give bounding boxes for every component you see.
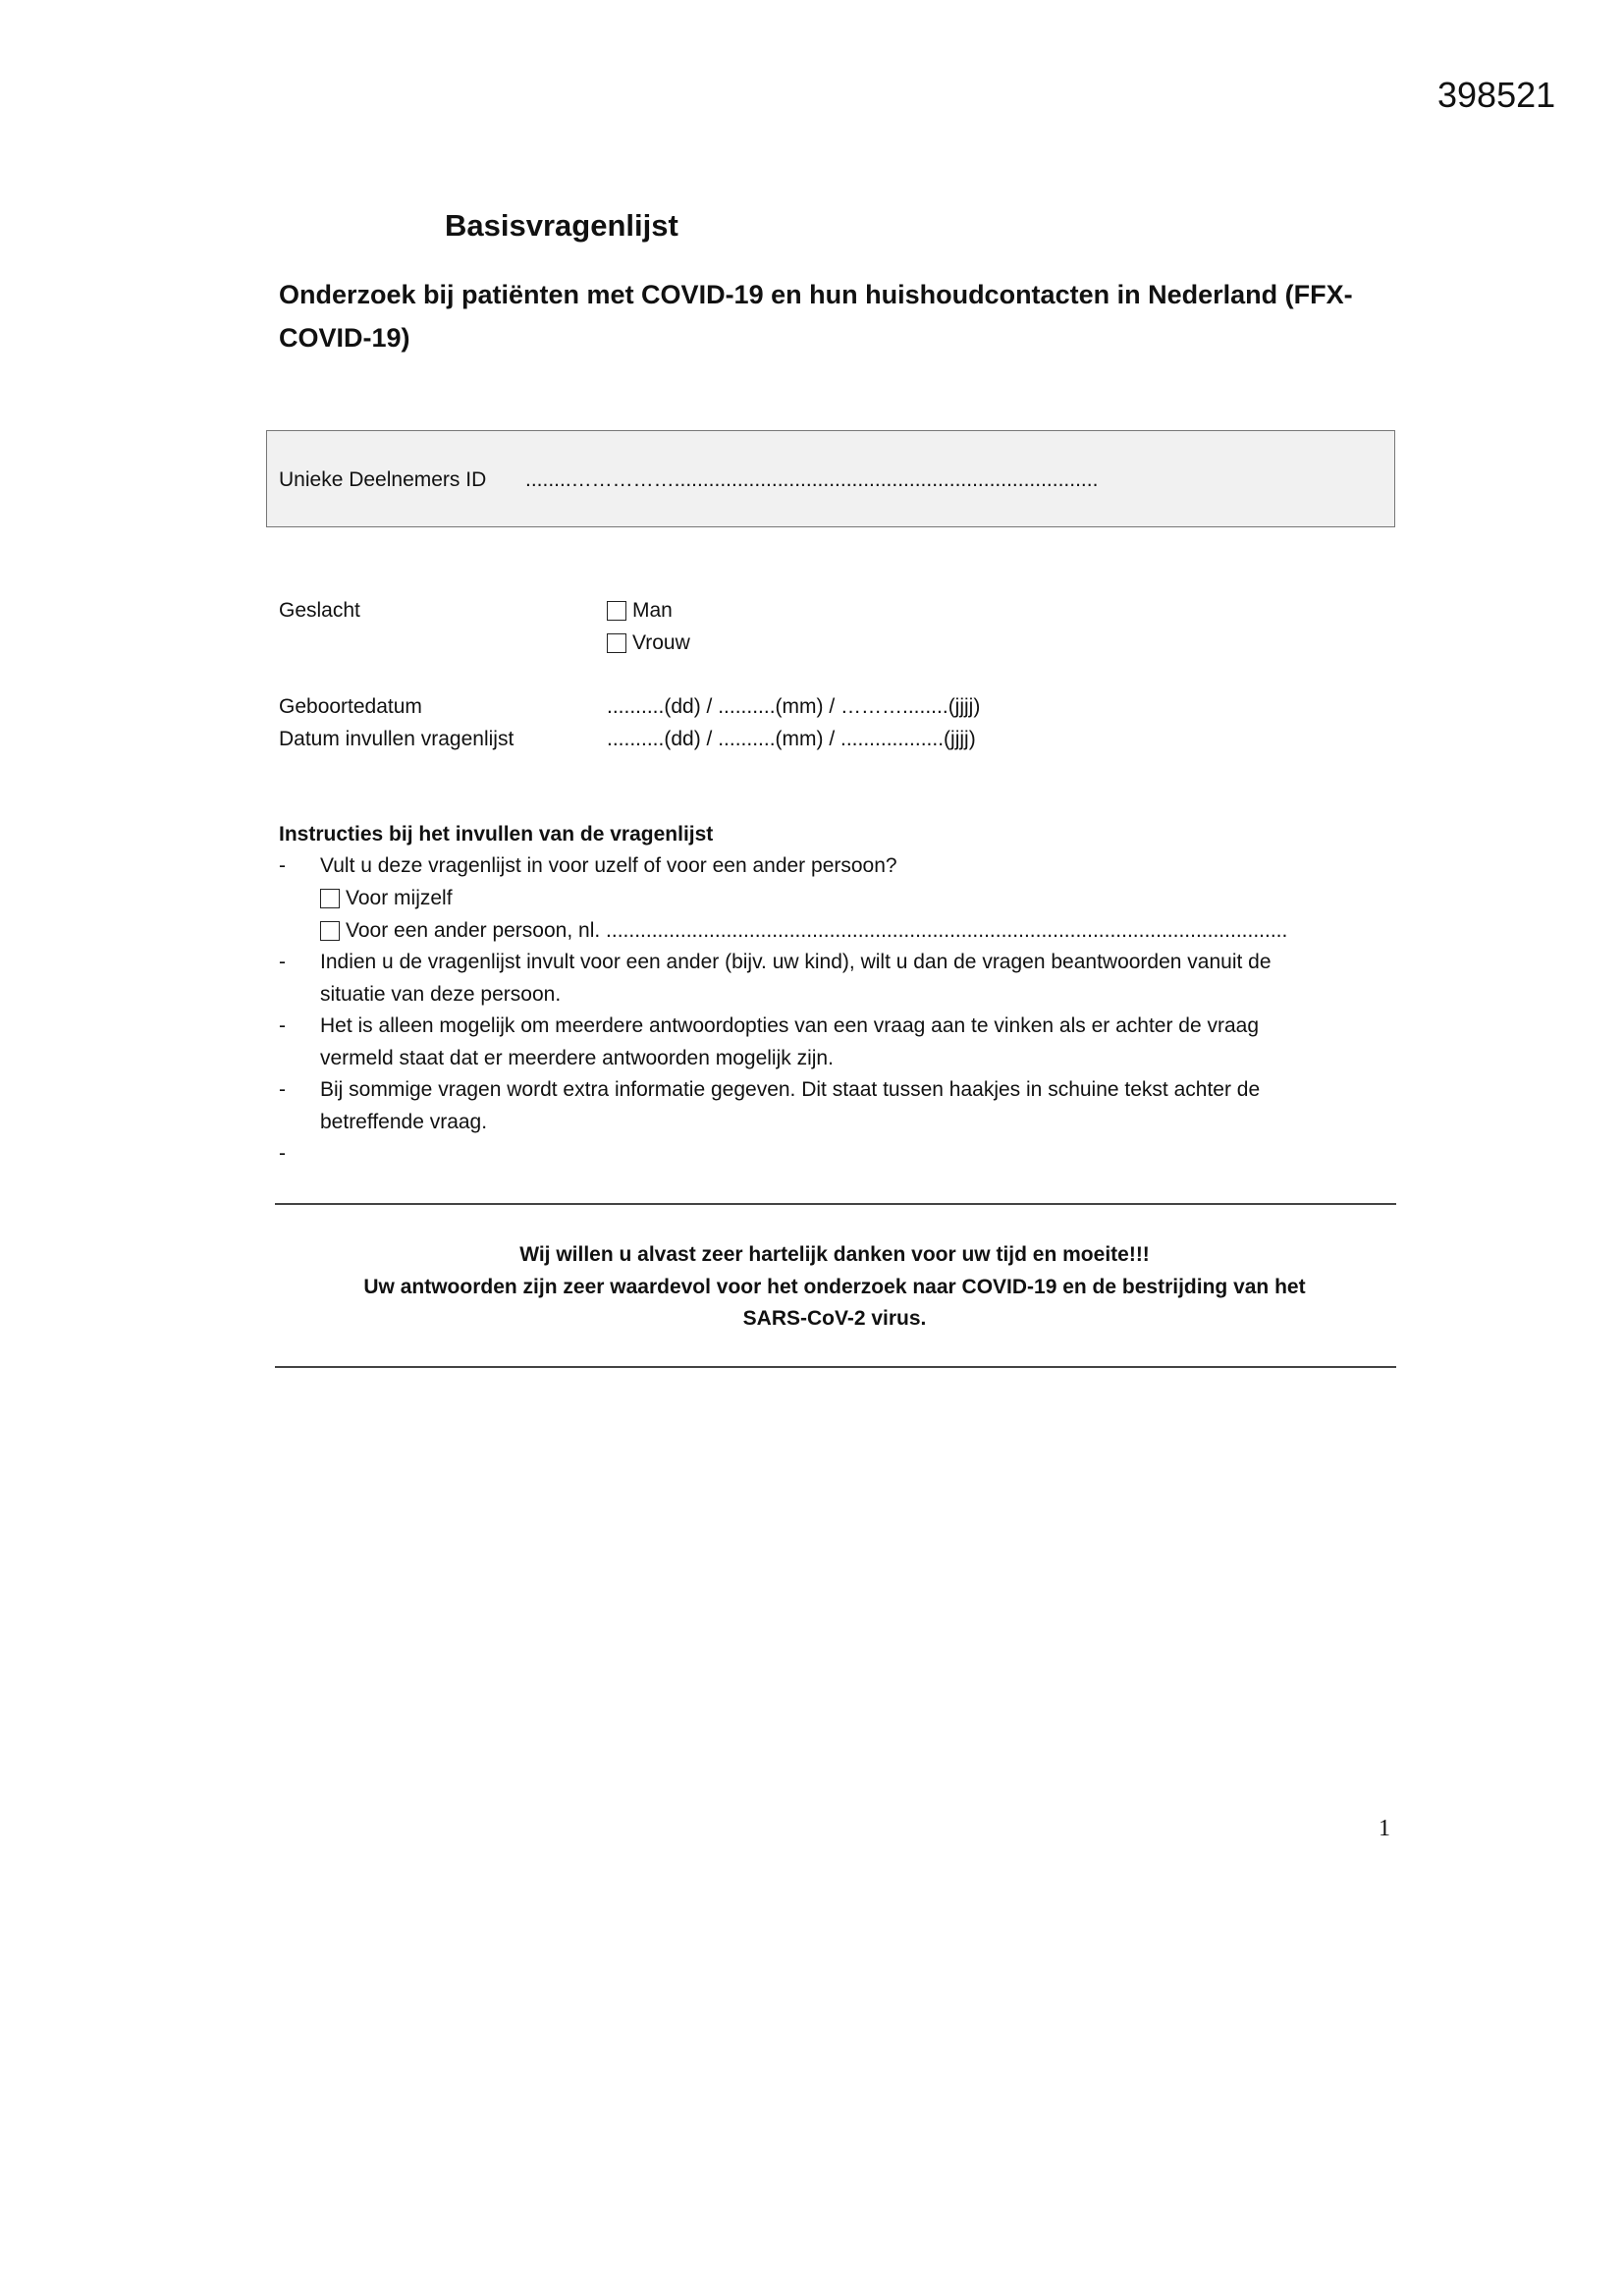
page-number: 1 — [1379, 1816, 1390, 1841]
option-voor-mijzelf[interactable] — [320, 887, 453, 910]
participant-id-field[interactable]: ........…………….......................................................................... — [525, 468, 1099, 491]
bullet-dash-empty: - — [279, 1142, 286, 1165]
divider-top — [275, 1203, 1396, 1205]
gender-option-vrouw[interactable] — [607, 631, 690, 655]
gender-vrouw-label: Vrouw — [632, 631, 690, 654]
thanks-line-2: Uw antwoorden zijn zeer waardevol voor het onderzoek naar COVID-19 en de bestrijding van het — [363, 1275, 1306, 1298]
instruction-bullet-4 — [320, 1074, 1420, 1138]
instruction-bullet-2-line-2: situatie van deze persoon. — [320, 982, 562, 1006]
bullet-dash: - — [279, 854, 286, 877]
fill-date-label: Datum invullen vragenlijst — [279, 728, 514, 750]
instruction-bullet-4-line-1: Bij sommige vragen wordt extra informatie gegeven. Dit staat tussen haakjes in schuine tekst achter de — [320, 1078, 1261, 1101]
instruction-bullet-3-line-1: Het is alleen mogelijk om meerdere antwoordopties van een vraag aan te vinken als er achter de vraag — [320, 1014, 1260, 1037]
participant-id-label: Unieke Deelnemers ID — [279, 468, 487, 491]
birth-date-field[interactable]: ..........(dd) / ..........(mm) / ………........(jjjj) — [607, 695, 981, 718]
thank-you-message — [275, 1239, 1394, 1336]
gender-vrouw-checkbox[interactable] — [607, 633, 626, 653]
voor-mijzelf-label: Voor mijzelf — [346, 887, 453, 909]
bullet-dash: - — [279, 951, 286, 973]
divider-bottom — [275, 1366, 1396, 1368]
voor-ander-persoon-checkbox[interactable] — [320, 921, 340, 941]
gender-label: Geslacht — [279, 599, 360, 622]
instruction-bullet-4-line-2: betreffende vraag. — [320, 1110, 488, 1133]
gender-option-man[interactable] — [607, 599, 673, 623]
gender-man-checkbox[interactable] — [607, 601, 626, 621]
subtitle-line-2: COVID-19) — [279, 323, 410, 353]
subtitle-line-1: Onderzoek bij patiënten met COVID-19 en hun huishoudcontacten in Nederland (FFX- — [279, 280, 1353, 309]
option-voor-ander-persoon[interactable] — [320, 919, 1287, 943]
bullet-dash: - — [279, 1078, 286, 1101]
instruction-bullet-3 — [320, 1011, 1420, 1074]
fill-date-field[interactable]: ..........(dd) / ..........(mm) / ..................(jjjj) — [607, 728, 976, 750]
bullet-dash: - — [279, 1014, 286, 1037]
birth-date-label: Geboortedatum — [279, 695, 422, 718]
instruction-bullet-2 — [320, 947, 1420, 1011]
voor-mijzelf-checkbox[interactable] — [320, 889, 340, 908]
thanks-line-1: Wij willen u alvast zeer hartelijk danken voor uw tijd en moeite!!! — [519, 1243, 1150, 1266]
voor-ander-persoon-label: Voor een ander persoon, nl. ....................................................................................................................... — [346, 919, 1288, 942]
thanks-line-3: SARS-CoV-2 virus. — [742, 1307, 927, 1330]
gender-man-label: Man — [632, 599, 673, 622]
document-title: Basisvragenlijst — [445, 208, 678, 243]
instruction-question-1: Vult u deze vragenlijst in voor uzelf of voor een ander persoon? — [320, 854, 897, 877]
instructions-heading: Instructies bij het invullen van de vragenlijst — [279, 823, 714, 846]
document-number: 398521 — [1437, 75, 1556, 115]
document-subtitle — [279, 273, 1408, 359]
instruction-bullet-3-line-2: vermeld staat dat er meerdere antwoorden mogelijk zijn. — [320, 1046, 834, 1069]
instruction-bullet-2-line-1: Indien u de vragenlijst invult voor een ander (bijv. uw kind), wilt u dan de vragen beantwoorden vanuit de — [320, 951, 1272, 973]
